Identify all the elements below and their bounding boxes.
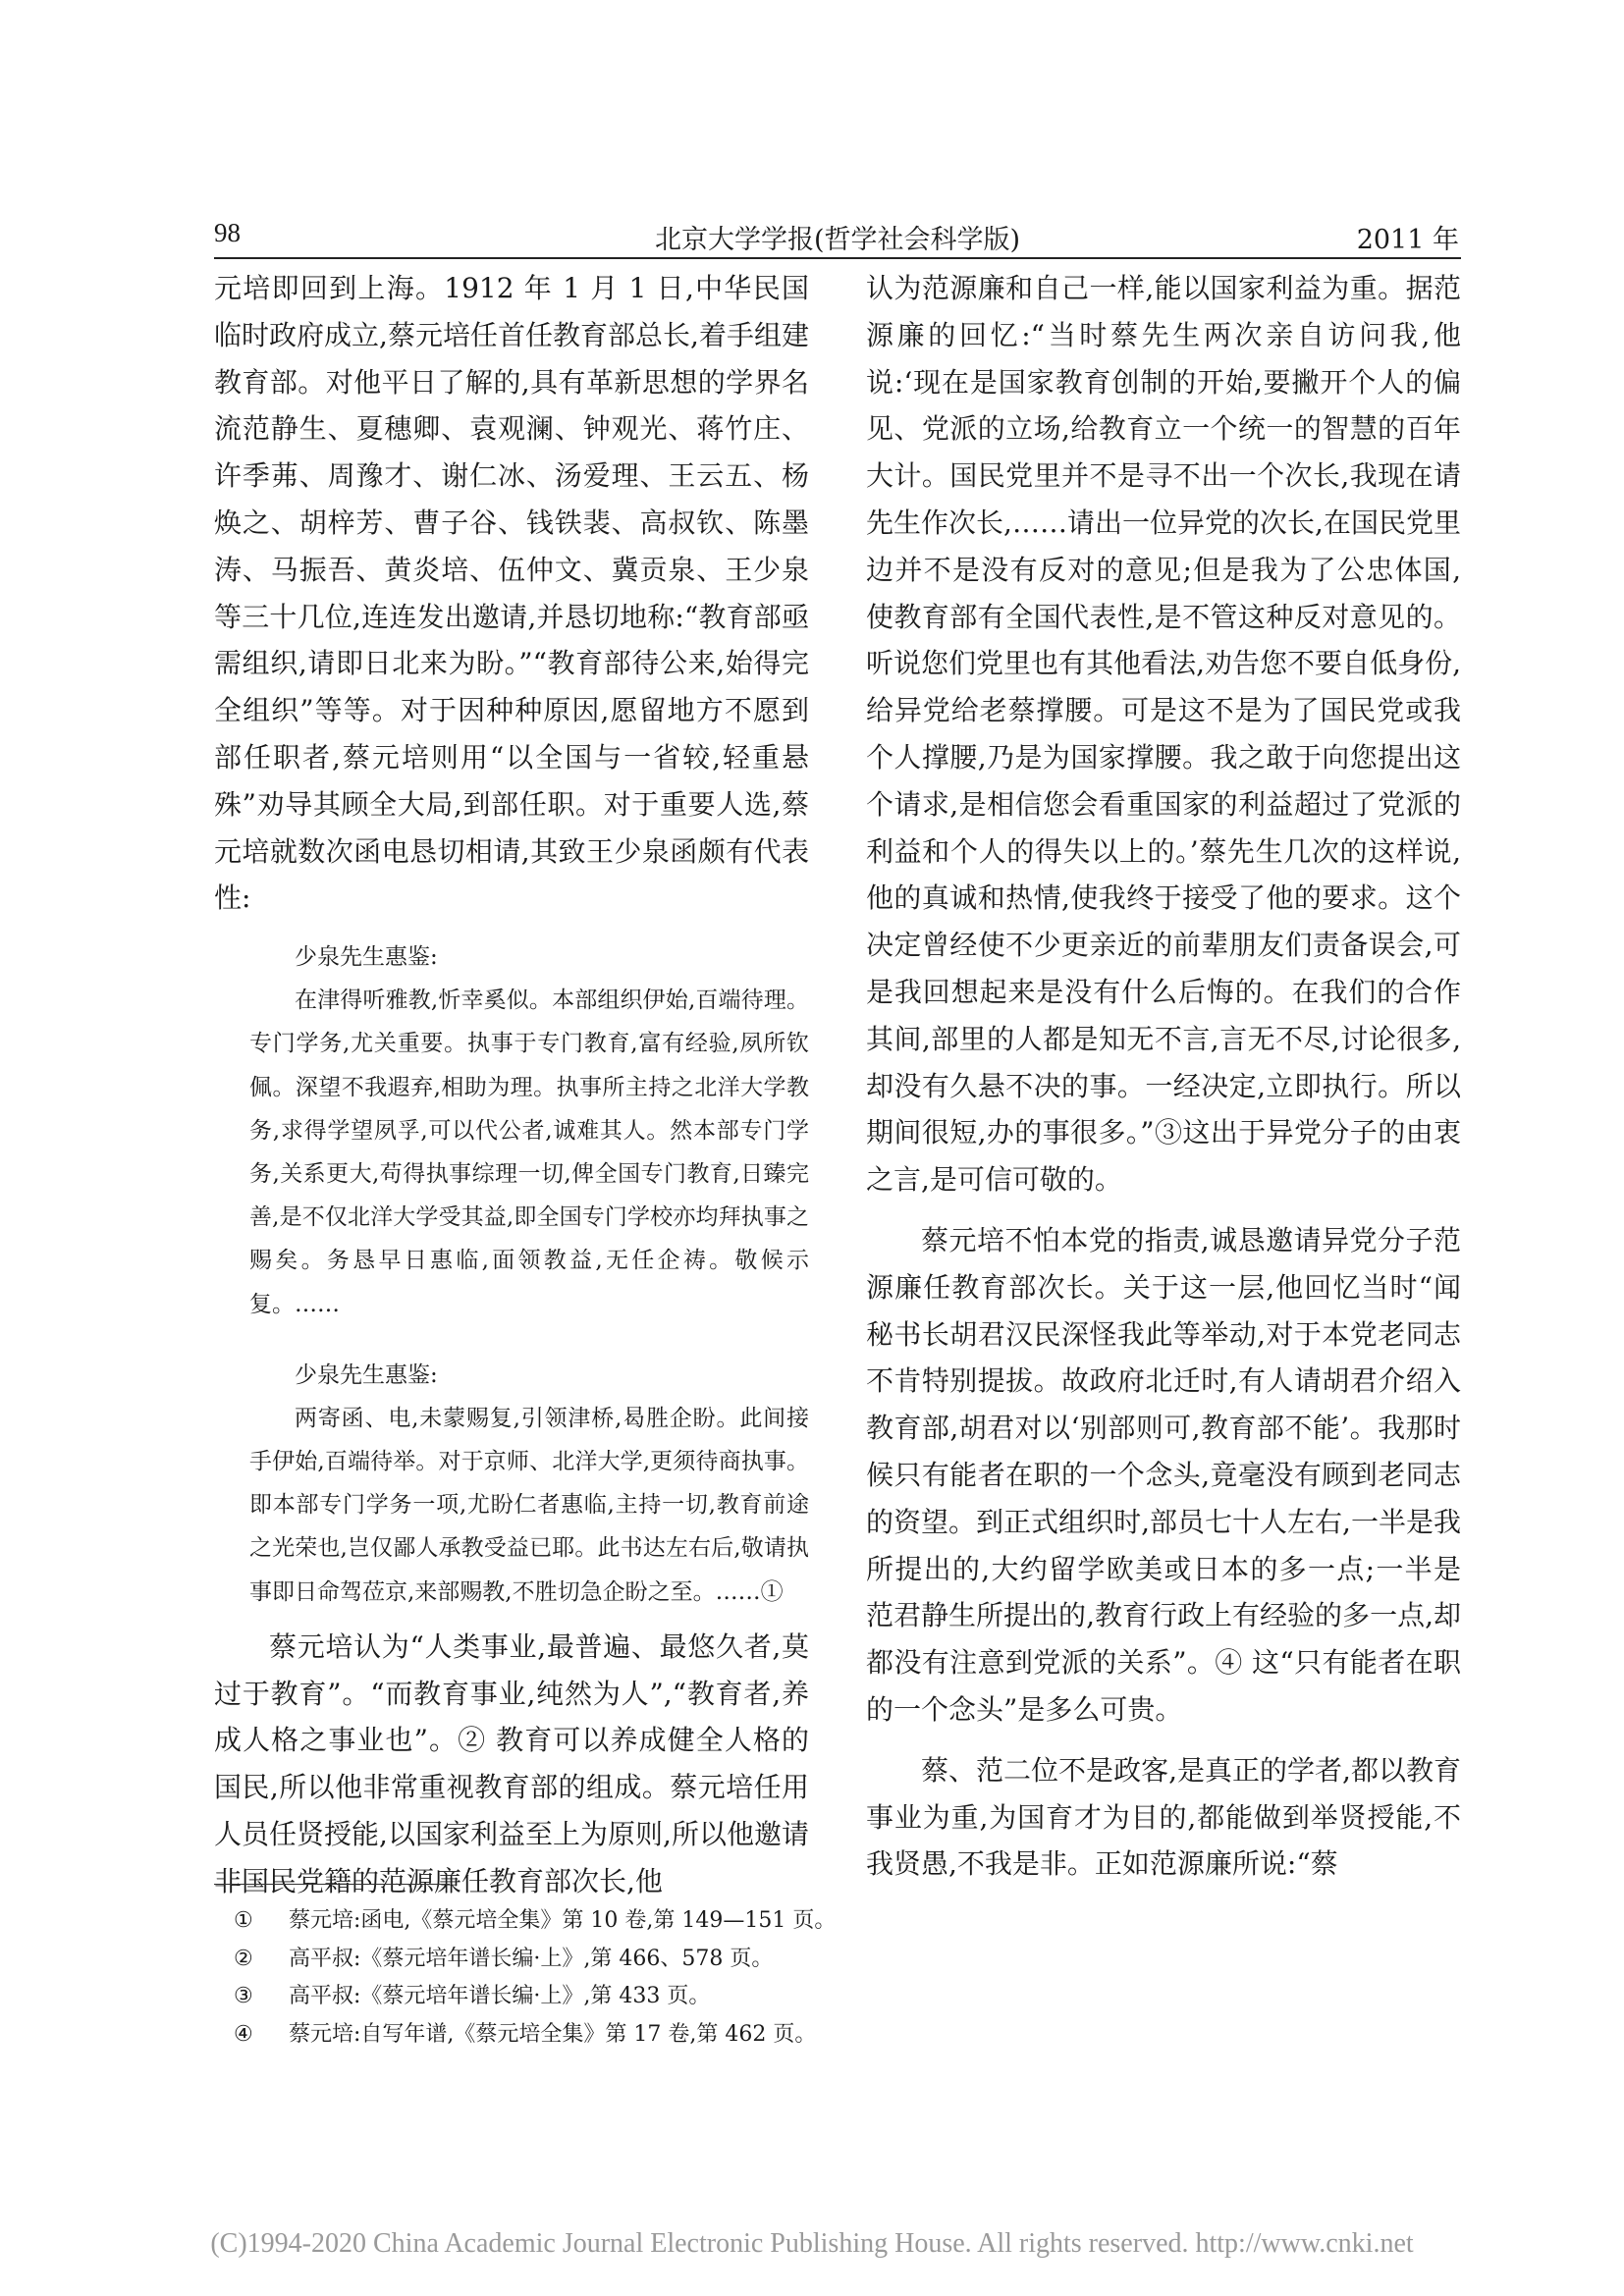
- footnote: [234, 2016, 1412, 2055]
- footnote-mark: ②: [234, 1946, 253, 1971]
- footnote-text: 蔡元培:函电,《蔡元培全集》第 10 卷,第 149—151 页。: [289, 1908, 837, 1933]
- page-number: 98: [214, 218, 241, 247]
- quoted-letter-2: [214, 1354, 809, 1614]
- footnote-mark: ①: [234, 1908, 253, 1933]
- footnote-divider: [214, 1884, 450, 1885]
- paragraph: 蔡、范二位不是政客,是真正的学者,都以教育事业为重,为国育才为目的,都能做到举贤授能,不我贤愚,不我是非。正如范源廉所说:“蔡: [866, 1753, 1461, 1881]
- right-column: [866, 265, 1461, 1888]
- letter-salutation: 少泉先生惠鉴:: [295, 1362, 438, 1388]
- paragraph: 元培即回到上海。1912 年 1 月 1 日,中华民国临时政府成立,蔡元培任首任教育部总长,着手组建教育部。对他平日了解的,具有革新思想的学界名流范静生、夏穗卿、袁观澜、钟观光、蒋竹庄、许季茀、周豫才、谢仁冰、汤爱理、王云五、杨焕之、胡梓芳、曹子谷、钱铁裴、高叔钦、陈墨涛、马振吾、黄炎培、伍仲文、冀贡泉、王少泉等三十几位,连连发出邀请,并恳切地称:“教育部亟需组织,请即日北来为盼。”“教育部待公来,始得完全组织”等等。对于因种种原因,愿留地方不愿到部任职者,蔡元培则用“以全国与一省较,轻重悬殊”劝导其顾全大局,到部任职。对于重要人选,蔡元培就数次函电恳切相请,其致王少泉函颇有代表性:: [214, 272, 809, 915]
- letter-salutation: 少泉先生惠鉴:: [295, 944, 438, 971]
- copyright-watermark: (C)1994-2020 China Academic Journal Electronic Publishing House. All rights reserved. http://www.cnki.net: [210, 2228, 1414, 2259]
- left-column: [214, 265, 809, 1905]
- footnote: [234, 1941, 1412, 1979]
- footnote-mark: ④: [234, 2021, 253, 2047]
- footnote-text: 高平叔:《蔡元培年谱长编·上》,第 466、578 页。: [289, 1946, 774, 1971]
- footnotes: [234, 1902, 1412, 2054]
- footnote-mark: ③: [234, 1984, 253, 2008]
- paragraph: 蔡元培认为“人类事业,最普遍、最悠久者,莫过于教育”。“而教育事业,纯然为人”,“教育者,养成人格之事业也”。② 教育可以养成健全人格的国民,所以他非常重视教育部的组成。蔡元培任用人员任贤授能,以国家利益至上为原则,所以他邀请非国民党籍的范源廉任教育部次长,他: [214, 1629, 809, 1897]
- paragraph: 蔡元培不怕本党的指责,诚恳邀请异党分子范源廉任教育部次长。关于这一层,他回忆当时“闻秘书长胡君汉民深怪我此等举动,对于本党老同志不肯特别提拔。故政府北迁时,有人请胡君介绍入教育部,胡君对以‘别部则可,教育部不能’。我那时候只有能者在职的一个念头,竟毫没有顾到老同志的资望。到正式组织时,部员七十人左右,一半是我所提出的,大约留学欧美或日本的多一点;一半是范君静生所提出的,教育行政上有经验的多一点,却都没有注意到党派的关系”。④ 这“只有能者在职的一个念头”是多么可贵。: [866, 1223, 1461, 1726]
- footnote-text: 蔡元培:自写年谱,《蔡元培全集》第 17 卷,第 462 页。: [289, 2021, 817, 2047]
- footnote: [234, 1902, 1412, 1941]
- quoted-letter-1: [214, 935, 809, 1326]
- publication-year: 2011 年: [1356, 225, 1459, 255]
- letter-body: 两寄函、电,未蒙赐复,引领津桥,曷胜企盼。此间接手伊始,百端待举。对于京师、北洋大学,更须待商执事。即本部专门学务一项,尤盼仁者惠临,主持一切,教育前途之光荣也,岂仅鄙人承教受益已耶。此书达左右后,敬请执事即日命驾莅京,来部赐教,不胜切急企盼之至。……①: [249, 1405, 809, 1605]
- journal-title: 北京大学学报(哲学社会科学版): [654, 225, 1021, 255]
- footnote-text: 高平叔:《蔡元培年谱长编·上》,第 433 页。: [289, 1984, 711, 2008]
- letter-body: 在津得听雅教,忻幸奚似。本部组织伊始,百端待理。专门学务,尤关重要。执事于专门教育,富有经验,夙所钦佩。深望不我遐弃,相助为理。执事所主持之北洋大学教务,求得学望夙孚,可以代公者,诚难其人。然本部专门学务,关系更大,苟得执事综理一切,俾全国专门教育,日臻完善,是不仅北洋大学受其益,即全国专门学校亦均拜执事之赐矣。务恳早日惠临,面领教益,无任企祷。敬候示复。……: [249, 988, 809, 1317]
- running-header: [214, 214, 1461, 259]
- footnote: [234, 1978, 1412, 2016]
- paragraph: 认为范源廉和自己一样,能以国家利益为重。据范源廉的回忆:“当时蔡先生两次亲自访问我,他说:‘现在是国家教育创制的开始,要撇开个人的偏见、党派的立场,给教育立一个统一的智慧的百年大计。国民党里并不是寻不出一个次长,我现在请先生作次长,……请出一位异党的次长,在国民党里边并不是没有反对的意见;但是我为了公忠体国,使教育部有全国代表性,是不管这种反对意见的。听说您们党里也有其他看法,劝告您不要自低身份,给异党给老蔡撑腰。可是这不是为了国民党或我个人撑腰,乃是为国家撑腰。我之敢于向您提出这个请求,是相信您会看重国家的利益超过了党派的利益和个人的得失以上的。’蔡先生几次的这样说,他的真诚和热情,使我终于接受了他的要求。这个决定曾经使不少更亲近的前辈朋友们责备误会,可是我回想起来是没有什么后悔的。在我们的合作其间,部里的人都是知无不言,言无不尽,讨论很多,却没有久悬不决的事。一经决定,立即执行。所以期间很短,办的事很多。”③这出于异党分子的由衷之言,是可信可敬的。: [866, 272, 1461, 1197]
